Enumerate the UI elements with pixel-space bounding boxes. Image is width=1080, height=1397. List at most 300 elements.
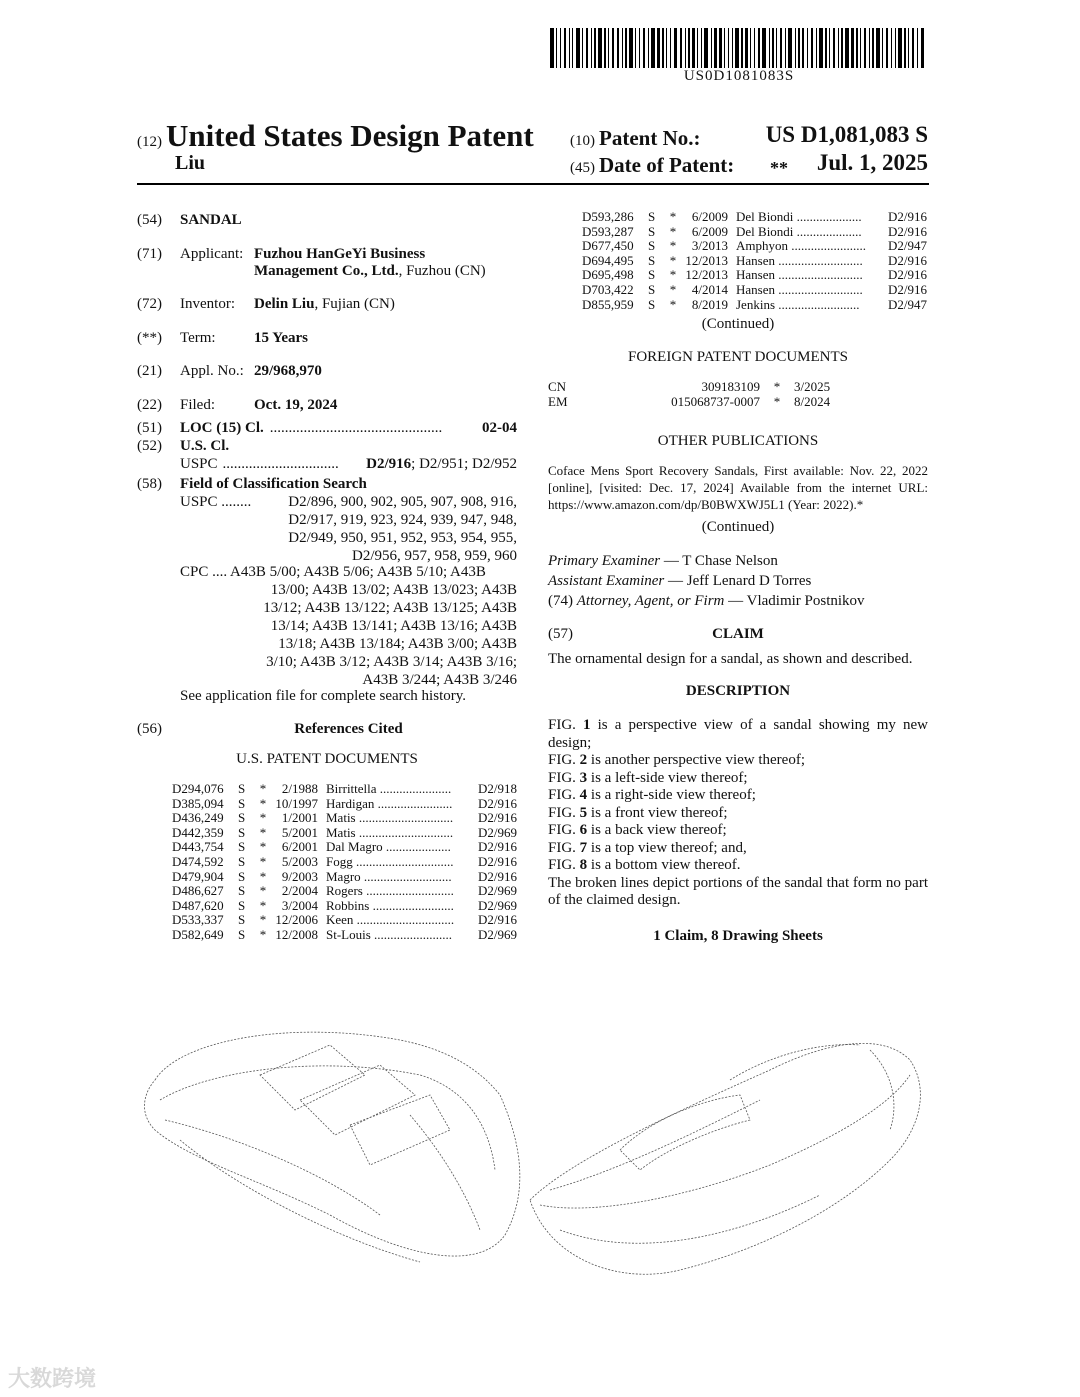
barcode-number: US0D1081083S xyxy=(683,68,795,84)
reference-row xyxy=(582,283,927,298)
ref-number: D677,450 xyxy=(582,238,634,254)
ref-class: D2/916 xyxy=(888,267,927,283)
date-label: (45) Date of Patent: xyxy=(570,153,735,177)
barcode-bar xyxy=(680,28,682,68)
barcode-bar xyxy=(622,28,623,68)
us-references-list-left xyxy=(172,782,517,943)
fig-prefix: FIG. xyxy=(548,804,580,821)
barcode-bar xyxy=(569,28,570,68)
figure-descriptions xyxy=(548,717,928,910)
field-uspc-lines xyxy=(260,493,517,565)
cpc-line: 13/18; A43B 13/184; A43B 3/00; A43B xyxy=(278,636,517,652)
barcode-bar xyxy=(666,28,667,68)
cpc-line: 13/00; A43B 13/02; A43B 13/023; A43B xyxy=(270,582,517,598)
barcode-bar xyxy=(780,28,782,68)
ref-star: * xyxy=(669,296,677,312)
ref-name: Hansen .......................... xyxy=(736,253,863,268)
foreign-country: CN xyxy=(548,379,567,394)
reference-row xyxy=(582,268,927,283)
applicant-label: Applicant: xyxy=(180,246,244,262)
loc-num: (51) xyxy=(137,420,162,436)
us-references-list-right xyxy=(582,210,927,312)
ref-date: 10/1997 xyxy=(275,795,318,811)
barcode-bar xyxy=(886,28,888,68)
fig-number: 6 xyxy=(579,822,588,838)
ref-kind: S xyxy=(648,267,656,283)
barcode-bar xyxy=(635,28,636,68)
foreign-date: 8/2024 xyxy=(794,393,831,409)
barcode-bar xyxy=(586,28,588,68)
field-cpc-prefix: CPC .... A43B 5/00; A43B 5/06; A43B 5/10; A43B xyxy=(180,564,486,580)
ref-name: Dal Magro .................... xyxy=(326,840,451,855)
ref-number: D593,286 xyxy=(582,209,634,224)
cpc-line: 13/12; A43B 13/122; A43B 13/125; A43B xyxy=(263,600,517,616)
ref-name: Rogers ........................... xyxy=(326,884,454,899)
ref-name: Birrittella ...................... xyxy=(326,782,452,796)
figure-description xyxy=(548,857,928,875)
description-heading: DESCRIPTION xyxy=(685,683,791,699)
barcode-bar xyxy=(674,28,678,68)
barcode-bar xyxy=(807,28,808,68)
ref-number: D487,620 xyxy=(172,897,224,913)
claim-heading: CLAIM xyxy=(712,626,764,642)
barcode-bar xyxy=(550,28,554,68)
references-heading: References Cited xyxy=(294,721,403,737)
ref-class: D2/916 xyxy=(478,810,517,826)
ref-name: St-Louis ........................ xyxy=(326,927,453,942)
uspc-line: D2/896, 900, 902, 905, 907, 908, 916, xyxy=(288,494,517,510)
ref-star: * xyxy=(259,810,267,826)
foreign-star: * xyxy=(773,379,781,394)
reference-row xyxy=(172,870,517,885)
patent-type-heading: (12) United States Design Patent xyxy=(137,118,534,153)
ref-name: Fogg .............................. xyxy=(326,854,454,869)
other-publications-continued: (Continued) xyxy=(701,519,775,535)
ref-date: 4/2014 xyxy=(691,281,728,297)
barcode-bar xyxy=(701,28,702,68)
ref-number: D443,754 xyxy=(172,839,224,855)
ref-name: Jenkins ......................... xyxy=(736,297,860,312)
reference-row xyxy=(172,797,517,812)
fig-prefix: FIG. xyxy=(548,787,580,803)
uscl-line: USPC ............................... D2/916 ; D2/951; D2/952 xyxy=(180,456,517,472)
barcode-bar xyxy=(697,28,698,68)
patent-number-label: (10) Patent No.: xyxy=(570,126,701,150)
ref-name: Magro ........................... xyxy=(326,869,452,884)
ref-class: D2/969 xyxy=(478,824,517,840)
fig-text: is a bottom view thereof. xyxy=(587,857,741,873)
figure-description xyxy=(548,717,928,752)
barcode-bar xyxy=(670,28,671,68)
barcode-bar xyxy=(704,28,708,68)
barcode-bar xyxy=(745,28,747,68)
filed-num: (22) xyxy=(137,397,162,413)
ref-number: D582,649 xyxy=(172,926,224,942)
ref-name: Matis ............................. xyxy=(326,825,454,840)
fig-text: is a back view thereof; xyxy=(587,822,727,838)
barcode-bar xyxy=(576,28,580,68)
barcode-bar xyxy=(741,28,742,68)
claim-text: The ornamental design for a sandal, as shown and described. xyxy=(548,651,913,667)
barcode-bar xyxy=(851,28,853,68)
foreign-star: * xyxy=(773,393,781,409)
uscl-num: (52) xyxy=(137,438,162,454)
barcode-bar xyxy=(904,28,905,68)
other-publications-heading: OTHER PUBLICATIONS xyxy=(657,433,819,449)
barcode-bar xyxy=(921,28,925,68)
barcode-bar xyxy=(898,28,902,68)
applicant-name-line2: Management Co., Ltd., Fuzhou (CN) xyxy=(254,263,486,279)
ref-date: 1/2001 xyxy=(281,810,318,826)
ref-kind: S xyxy=(238,839,246,855)
barcode-bar xyxy=(856,28,857,68)
barcode-bar xyxy=(776,28,777,68)
barcode-bar xyxy=(795,28,796,68)
application-number: 29/968,970 xyxy=(254,363,322,379)
barcode-bar xyxy=(769,28,770,68)
us-patent-documents-heading: U.S. PATENT DOCUMENTS xyxy=(236,751,418,767)
ref-kind: S xyxy=(238,824,246,840)
barcode-bar xyxy=(629,28,633,68)
ref-name: Amphyon ....................... xyxy=(736,239,866,254)
uspc-line: D2/956, 957, 958, 959, 960 xyxy=(352,548,517,564)
barcode-bar xyxy=(651,28,655,68)
ref-number: D474,592 xyxy=(172,853,224,869)
ref-kind: S xyxy=(238,883,246,899)
ref-number: D694,495 xyxy=(582,252,634,268)
ref-date: 6/2009 xyxy=(691,223,728,239)
claim-num: (57) xyxy=(548,626,573,642)
ref-date: 2/2004 xyxy=(281,883,318,899)
ref-star: * xyxy=(669,209,677,224)
barcode-bar xyxy=(891,28,892,68)
ref-star: * xyxy=(669,223,677,239)
ref-number: D385,094 xyxy=(172,795,224,811)
filed-label: Filed: xyxy=(180,397,216,413)
fig-prefix: FIG. xyxy=(548,769,580,786)
reference-row xyxy=(172,782,517,797)
uspc-line: D2/949, 950, 951, 952, 953, 954, 955, xyxy=(288,530,517,546)
barcode-bar xyxy=(692,28,694,68)
fig-number: 3 xyxy=(579,769,588,786)
barcode-bar xyxy=(598,28,602,68)
reference-row xyxy=(172,855,517,870)
field-cpc-lines xyxy=(220,581,517,689)
foreign-date: 3/2025 xyxy=(794,379,831,394)
ref-kind: S xyxy=(238,810,246,826)
barcode-bar xyxy=(750,28,751,68)
uspc-line: D2/917, 919, 923, 924, 939, 947, 948, xyxy=(288,512,517,528)
barcode-bar xyxy=(612,28,614,68)
figure-description xyxy=(548,822,928,840)
ref-class: D2/969 xyxy=(478,883,517,899)
figure-description xyxy=(548,752,928,770)
barcode-bar xyxy=(785,28,786,68)
barcode-bar xyxy=(825,28,826,68)
barcode-bar xyxy=(572,28,573,68)
fig-number: 2 xyxy=(579,752,588,768)
fig-number: 5 xyxy=(579,804,588,821)
ref-date: 3/2004 xyxy=(281,897,318,913)
figure-description xyxy=(548,840,928,858)
barcode-bar xyxy=(591,28,592,68)
ref-kind: S xyxy=(238,853,246,869)
ref-number: D294,076 xyxy=(172,781,224,796)
fig-number: 8 xyxy=(579,857,588,873)
barcode-bar xyxy=(688,28,689,68)
barcode-bar xyxy=(604,28,605,68)
ref-kind: S xyxy=(238,781,246,796)
ref-star: * xyxy=(259,824,267,840)
ref-name: Hansen .......................... xyxy=(736,268,863,283)
barcode-bar xyxy=(714,28,716,68)
barcode-bar xyxy=(845,28,849,68)
ref-class: D2/916 xyxy=(888,223,927,239)
claims-sheets-summary: 1 Claim, 8 Drawing Sheets xyxy=(653,928,823,944)
other-publications-text: Coface Mens Sport Recovery Sandals, First available: Nov. 22, 2022 [online], [visited: Dec. 17, 2024] Available from the internet URL: https://www.amazon.com/dp/B0BWXWJ5L1 (Year: 2022).* xyxy=(548,463,928,512)
patent-number: US D1,081,083 S xyxy=(765,122,928,147)
ref-date: 3/2013 xyxy=(691,238,728,254)
barcode-bar xyxy=(802,28,804,68)
barcode-bar xyxy=(719,28,721,68)
barcode-bar xyxy=(564,28,566,68)
ref-star: * xyxy=(259,926,267,942)
primary-examiner: Primary Examiner — T Chase Nelson xyxy=(548,553,778,569)
ref-number: D486,627 xyxy=(172,883,224,899)
ref-kind: S xyxy=(238,897,246,913)
references-num: (56) xyxy=(137,721,162,737)
barcode-bar xyxy=(556,28,557,68)
barcode-bar xyxy=(754,28,755,68)
fig-prefix: FIG. xyxy=(548,857,580,873)
watermark-logo: 大数跨境 xyxy=(8,1367,97,1392)
barcode-bar xyxy=(872,28,873,68)
foreign-reference-row xyxy=(548,395,928,410)
barcode-bar xyxy=(788,28,792,68)
reference-row xyxy=(582,239,927,254)
ref-date: 12/2013 xyxy=(685,252,728,268)
figure-description xyxy=(548,770,928,788)
barcode-bar xyxy=(685,28,686,68)
barcode-bar xyxy=(608,28,609,68)
inventor-short: Liu xyxy=(175,152,206,174)
ref-number: D703,422 xyxy=(582,281,634,297)
fig-text: is a right-side view thereof; xyxy=(587,787,756,803)
ref-name: Hansen .......................... xyxy=(736,282,863,297)
barcode-bar xyxy=(869,28,870,68)
ref-star: * xyxy=(259,795,267,811)
fig-text: is a front view thereof; xyxy=(587,804,728,821)
barcode-bar xyxy=(657,28,659,68)
ref-name: Hardigan ....................... xyxy=(326,796,453,811)
fig-text: is another perspective view thereof; xyxy=(587,752,806,768)
uscl-label: U.S. Cl. xyxy=(180,438,230,454)
barcode-bar xyxy=(798,28,799,68)
barcode-bar xyxy=(617,28,619,68)
ref-date: 6/2001 xyxy=(281,839,318,855)
barcode-bar xyxy=(582,28,583,68)
barcode-bar xyxy=(732,28,733,68)
appl-label: Appl. No.: xyxy=(180,363,244,379)
barcode-bar xyxy=(816,28,817,68)
ref-name: Del Biondi .................... xyxy=(736,224,862,239)
assistant-examiner: Assistant Examiner — Jeff Lenard D Torres xyxy=(548,573,812,589)
fig-prefix: FIG. xyxy=(548,717,584,733)
cpc-line: 13/14; A43B 13/141; A43B 13/16; A43B xyxy=(270,618,517,634)
sandal-drawing xyxy=(120,1000,940,1300)
ref-kind: S xyxy=(238,868,246,884)
ref-class: D2/916 xyxy=(888,209,927,224)
ref-class: D2/969 xyxy=(478,897,517,913)
barcode-bar xyxy=(648,28,649,68)
barcode-bar xyxy=(917,28,918,68)
barcode-bar xyxy=(724,28,725,68)
ref-class: D2/916 xyxy=(888,281,927,297)
barcode-bar xyxy=(860,28,861,68)
ref-kind: S xyxy=(648,252,656,268)
fig-text: is a top view thereof; and, xyxy=(587,839,747,856)
ref-number: D479,904 xyxy=(172,868,224,884)
term-num: (**) xyxy=(137,330,162,346)
ref-name: Keen .............................. xyxy=(326,913,455,928)
patent-type-title: United States Design Patent xyxy=(166,118,534,153)
barcode xyxy=(550,28,928,68)
barcode-bar xyxy=(876,28,880,68)
foreign-number: 015068737-0007 xyxy=(671,393,760,409)
appl-num: (21) xyxy=(137,363,162,379)
ref-kind: S xyxy=(648,238,656,254)
barcode-bar xyxy=(882,28,883,68)
cpc-line: 3/10; A43B 3/12; A43B 3/14; A43B 3/16; xyxy=(266,654,517,670)
foreign-reference-row xyxy=(548,380,928,395)
fig-text: is a left-side view thereof; xyxy=(587,769,748,786)
term-label: Term: xyxy=(180,330,216,346)
foreign-country: EM xyxy=(548,393,568,409)
ref-star: * xyxy=(669,238,677,254)
ref-number: D593,287 xyxy=(582,223,634,239)
ref-name: Robbins ......................... xyxy=(326,898,454,913)
reference-row xyxy=(172,913,517,928)
ref-date: 2/1988 xyxy=(281,781,318,796)
barcode-bar xyxy=(912,28,914,68)
reference-row xyxy=(582,225,927,240)
ref-class: D2/947 xyxy=(888,238,927,254)
barcode-bar xyxy=(711,28,712,68)
ref-name: Del Biondi .................... xyxy=(736,210,862,224)
fig-prefix: FIG. xyxy=(548,752,580,768)
applicant-name: Fuzhou HanGeYi Business xyxy=(254,246,426,262)
reference-row xyxy=(172,826,517,841)
barcode-bar xyxy=(895,28,896,68)
barcode-bar xyxy=(594,28,595,68)
broken-lines-note: The broken lines depict portions of the sandal that form no part of the claimed design. xyxy=(548,874,928,908)
fig-number: 4 xyxy=(579,787,588,803)
barcode-bar xyxy=(838,28,839,68)
ref-date: 5/2003 xyxy=(281,853,318,869)
ref-class: D2/918 xyxy=(478,781,517,796)
ref-star: * xyxy=(259,839,267,855)
sandal-figure-right xyxy=(530,1043,920,1274)
ref-star: * xyxy=(259,868,267,884)
ref-star: * xyxy=(669,281,677,297)
ref-star: * xyxy=(259,897,267,913)
reference-row xyxy=(172,899,517,914)
ref-class: D2/969 xyxy=(478,926,517,942)
ref-number: D533,337 xyxy=(172,912,224,928)
barcode-bar xyxy=(908,28,909,68)
loc-classification: LOC (15) Cl. .............................................. 02-04 xyxy=(180,420,517,436)
ref-kind: S xyxy=(238,795,246,811)
ref-class: D2/916 xyxy=(888,252,927,268)
barcode-bar xyxy=(811,28,813,68)
reference-row xyxy=(172,840,517,855)
filed-date: Oct. 19, 2024 xyxy=(254,397,338,413)
ref-star: * xyxy=(259,781,267,796)
barcode-bar xyxy=(864,28,866,68)
ref-star: * xyxy=(259,853,267,869)
barcode-bar xyxy=(735,28,739,68)
reference-row xyxy=(582,210,927,225)
ref-star: * xyxy=(669,267,677,283)
ref-kind: S xyxy=(648,281,656,297)
barcode-bar xyxy=(728,28,729,68)
barcode-bar xyxy=(841,28,842,68)
search-history-note: See application file for complete search history. xyxy=(180,688,467,704)
figure-description xyxy=(548,805,928,823)
foreign-patent-documents-heading: FOREIGN PATENT DOCUMENTS xyxy=(627,349,849,365)
ref-date: 12/2008 xyxy=(275,926,318,942)
field-num: (58) xyxy=(137,476,162,492)
ref-star: * xyxy=(259,883,267,899)
fig-number: 7 xyxy=(579,839,588,856)
cpc-line: A43B 3/244; A43B 3/246 xyxy=(362,672,517,688)
ref-number: D855,959 xyxy=(582,296,634,312)
ref-number: D442,359 xyxy=(172,824,224,840)
field-uspc-prefix: USPC ........ xyxy=(180,494,252,510)
ref-date: 8/2019 xyxy=(691,296,728,312)
references-continued: (Continued) xyxy=(701,316,775,332)
ref-number: D695,498 xyxy=(582,267,634,283)
barcode-bar xyxy=(772,28,773,68)
title-num: (54) xyxy=(137,212,162,228)
ref-kind: S xyxy=(648,296,656,312)
barcode-bar xyxy=(819,28,823,68)
inventor: Delin Liu, Fujian (CN) xyxy=(254,296,395,312)
ref-class: D2/916 xyxy=(478,795,517,811)
ref-class: D2/916 xyxy=(478,839,517,855)
term-value: 15 Years xyxy=(254,330,309,346)
attorney: (74) Attorney, Agent, or Firm — Vladimir Postnikov xyxy=(548,593,865,609)
sandal-figure-left xyxy=(144,1032,519,1262)
barcode-bar xyxy=(758,28,760,68)
applicant-num: (71) xyxy=(137,246,162,262)
ref-star: * xyxy=(259,912,267,928)
ref-class: D2/947 xyxy=(888,296,927,312)
barcode-bar xyxy=(762,28,766,68)
ref-kind: S xyxy=(238,926,246,942)
barcode-bar xyxy=(643,28,645,68)
foreign-references-list xyxy=(548,380,928,409)
patent-title: SANDAL xyxy=(180,212,242,228)
reference-row xyxy=(582,254,927,269)
ref-date: 12/2006 xyxy=(275,912,318,928)
reference-row xyxy=(172,884,517,899)
ref-class: D2/916 xyxy=(478,868,517,884)
reference-row xyxy=(172,811,517,826)
header-divider xyxy=(137,183,929,185)
ref-date: 12/2013 xyxy=(685,267,728,283)
ref-date: 9/2003 xyxy=(281,868,318,884)
